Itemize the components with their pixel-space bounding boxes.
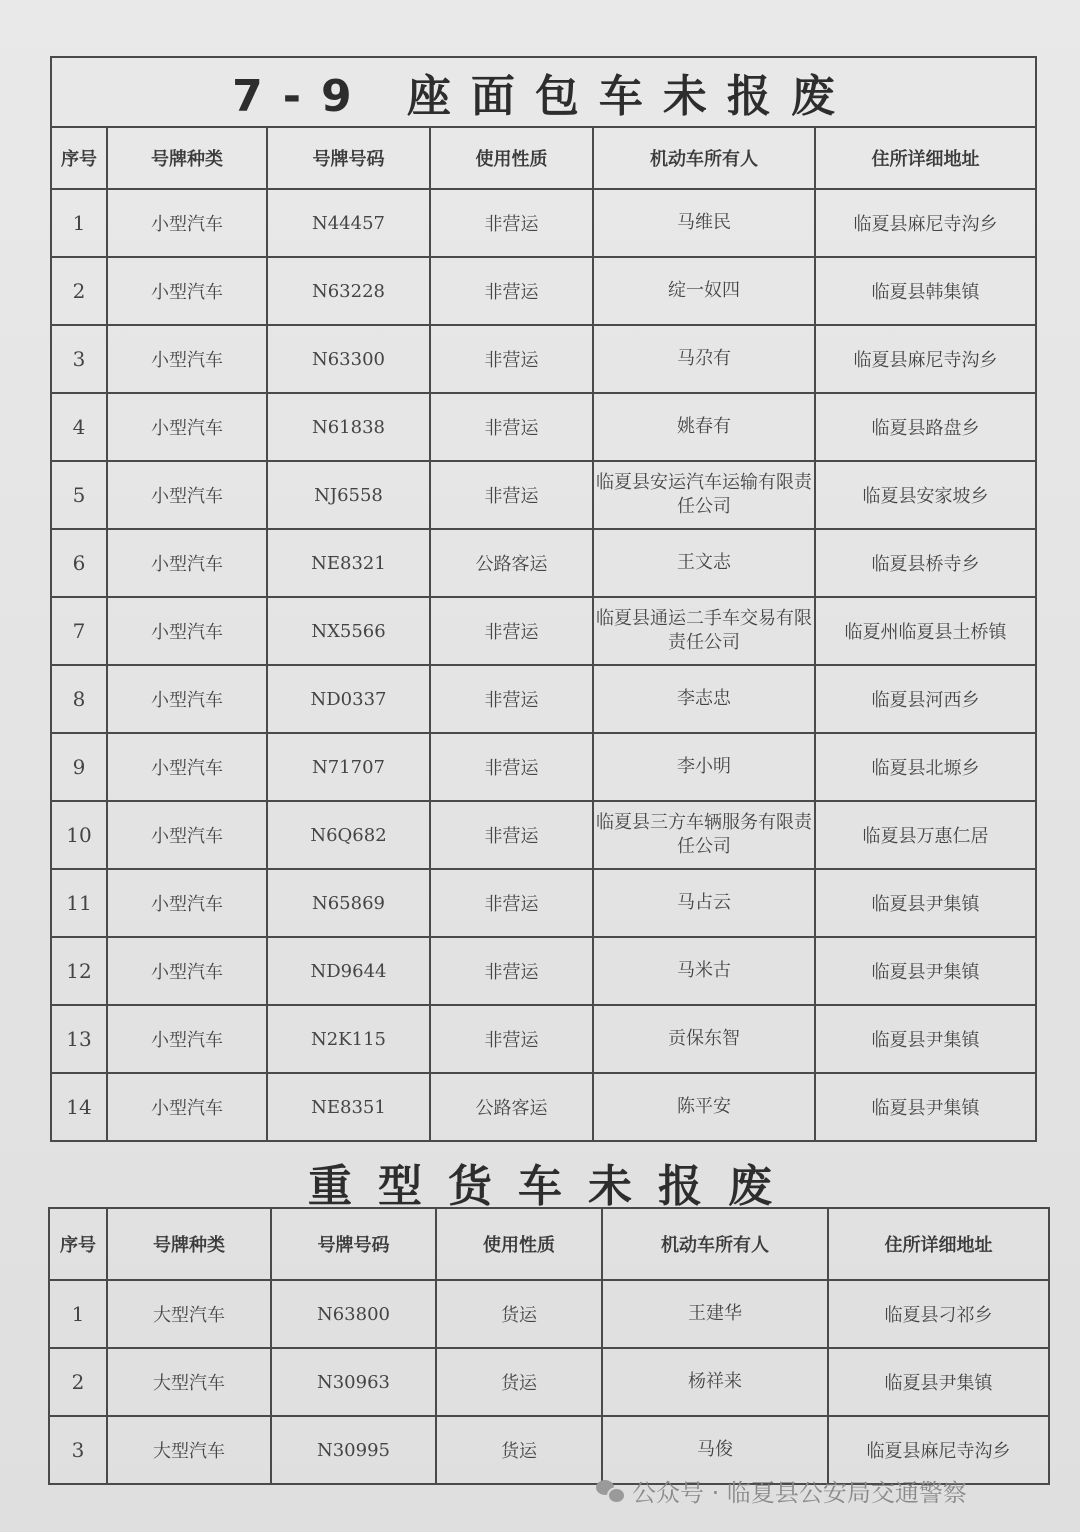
cell-usage: 非营运 <box>430 393 593 461</box>
cell-plate-number: N30995 <box>271 1416 436 1484</box>
section-title-heavy-truck: 重型货车未报废 <box>308 1161 798 1212</box>
table-minibus-unscrapped <box>50 56 1037 1142</box>
cell-owner: 马维民 <box>593 189 815 257</box>
header-plate-number: 号牌号码 <box>271 1208 436 1280</box>
cell-plate-number: N2K115 <box>267 1005 430 1073</box>
cell-plate-type: 小型汽车 <box>107 529 267 597</box>
table-row <box>51 937 1036 1005</box>
cell-index: 9 <box>51 733 107 801</box>
cell-index: 3 <box>49 1416 107 1484</box>
cell-plate-type: 小型汽车 <box>107 393 267 461</box>
cell-address: 临夏县北塬乡 <box>815 733 1036 801</box>
cell-usage: 公路客运 <box>430 1073 593 1141</box>
cell-plate-number: N71707 <box>267 733 430 801</box>
cell-plate-number: N61838 <box>267 393 430 461</box>
cell-address: 临夏县麻尼寺沟乡 <box>815 189 1036 257</box>
wechat-icon <box>596 1478 624 1502</box>
cell-plate-type: 小型汽车 <box>107 1005 267 1073</box>
cell-index: 13 <box>51 1005 107 1073</box>
header-usage: 使用性质 <box>430 127 593 189</box>
cell-plate-type: 大型汽车 <box>107 1348 271 1416</box>
cell-plate-number: N65869 <box>267 869 430 937</box>
table-row <box>49 1280 1049 1348</box>
table-row <box>51 325 1036 393</box>
table-row <box>51 733 1036 801</box>
cell-index: 10 <box>51 801 107 869</box>
cell-index: 2 <box>49 1348 107 1416</box>
cell-address: 临夏县麻尼寺沟乡 <box>828 1416 1049 1484</box>
cell-index: 1 <box>51 189 107 257</box>
cell-owner: 马尕有 <box>593 325 815 393</box>
table-row <box>51 461 1036 529</box>
cell-owner: 杨祥来 <box>602 1348 828 1416</box>
cell-plate-number: N63228 <box>267 257 430 325</box>
header-plate-number: 号牌号码 <box>267 127 430 189</box>
cell-owner: 临夏县通运二手车交易有限责任公司 <box>593 597 815 665</box>
cell-plate-number: NX5566 <box>267 597 430 665</box>
table-row <box>51 257 1036 325</box>
cell-plate-number: N63800 <box>271 1280 436 1348</box>
table-row <box>51 665 1036 733</box>
cell-index: 6 <box>51 529 107 597</box>
cell-plate-number: N63300 <box>267 325 430 393</box>
cell-index: 1 <box>49 1280 107 1348</box>
cell-index: 4 <box>51 393 107 461</box>
cell-plate-number: ND0337 <box>267 665 430 733</box>
cell-plate-type: 小型汽车 <box>107 665 267 733</box>
table-row <box>51 189 1036 257</box>
watermark-text: 公众号 · 临夏县公安局交通警察 <box>632 1478 967 1507</box>
cell-plate-type: 小型汽车 <box>107 869 267 937</box>
table-row <box>51 1073 1036 1141</box>
table-row <box>51 801 1036 869</box>
cell-usage: 非营运 <box>430 1005 593 1073</box>
cell-index: 3 <box>51 325 107 393</box>
cell-address: 临夏县尹集镇 <box>815 1073 1036 1141</box>
cell-usage: 非营运 <box>430 801 593 869</box>
cell-owner: 王文志 <box>593 529 815 597</box>
table-title: 7-9 座面包车未报废 <box>51 57 1036 127</box>
cell-plate-type: 大型汽车 <box>107 1416 271 1484</box>
cell-plate-number: N30963 <box>271 1348 436 1416</box>
cell-usage: 公路客运 <box>430 529 593 597</box>
cell-plate-type: 小型汽车 <box>107 801 267 869</box>
cell-owner: 陈平安 <box>593 1073 815 1141</box>
cell-owner: 王建华 <box>602 1280 828 1348</box>
cell-address: 临夏县万惠仁居 <box>815 801 1036 869</box>
header-usage: 使用性质 <box>436 1208 602 1280</box>
cell-owner: 马米古 <box>593 937 815 1005</box>
cell-usage: 非营运 <box>430 597 593 665</box>
cell-plate-number: N6Q682 <box>267 801 430 869</box>
cell-plate-number: ND9644 <box>267 937 430 1005</box>
cell-usage: 货运 <box>436 1348 602 1416</box>
table-row <box>51 529 1036 597</box>
header-plate-type: 号牌种类 <box>107 1208 271 1280</box>
table-heavy-truck-unscrapped <box>48 1207 1050 1485</box>
table-header-row <box>51 127 1036 189</box>
header-owner: 机动车所有人 <box>593 127 815 189</box>
watermark <box>596 1468 967 1512</box>
cell-plate-type: 小型汽车 <box>107 461 267 529</box>
cell-plate-type: 大型汽车 <box>107 1280 271 1348</box>
cell-plate-type: 小型汽车 <box>107 257 267 325</box>
cell-owner: 贡保东智 <box>593 1005 815 1073</box>
cell-usage: 非营运 <box>430 869 593 937</box>
cell-address: 临夏县尹集镇 <box>815 1005 1036 1073</box>
table-row <box>51 1005 1036 1073</box>
table-row <box>51 869 1036 937</box>
cell-owner: 临夏县安运汽车运输有限责任公司 <box>593 461 815 529</box>
cell-plate-type: 小型汽车 <box>107 597 267 665</box>
cell-usage: 非营运 <box>430 665 593 733</box>
cell-address: 临夏县河西乡 <box>815 665 1036 733</box>
header-index: 序号 <box>49 1208 107 1280</box>
cell-usage: 货运 <box>436 1280 602 1348</box>
cell-owner: 绽一奴四 <box>593 257 815 325</box>
cell-owner: 姚春有 <box>593 393 815 461</box>
cell-owner: 李志忠 <box>593 665 815 733</box>
cell-address: 临夏县尹集镇 <box>828 1348 1049 1416</box>
cell-plate-type: 小型汽车 <box>107 733 267 801</box>
table-row <box>49 1348 1049 1416</box>
cell-address: 临夏县尹集镇 <box>815 937 1036 1005</box>
table-row <box>51 597 1036 665</box>
cell-address: 临夏县安家坡乡 <box>815 461 1036 529</box>
cell-usage: 非营运 <box>430 325 593 393</box>
cell-plate-number: N44457 <box>267 189 430 257</box>
cell-index: 14 <box>51 1073 107 1141</box>
cell-plate-number: NE8321 <box>267 529 430 597</box>
cell-index: 7 <box>51 597 107 665</box>
cell-plate-type: 小型汽车 <box>107 189 267 257</box>
cell-usage: 非营运 <box>430 733 593 801</box>
cell-usage: 非营运 <box>430 189 593 257</box>
cell-address: 临夏州临夏县土桥镇 <box>815 597 1036 665</box>
header-address: 住所详细地址 <box>828 1208 1049 1280</box>
cell-index: 11 <box>51 869 107 937</box>
cell-address: 临夏县刁祁乡 <box>828 1280 1049 1348</box>
cell-address: 临夏县尹集镇 <box>815 869 1036 937</box>
cell-address: 临夏县麻尼寺沟乡 <box>815 325 1036 393</box>
cell-usage: 非营运 <box>430 461 593 529</box>
cell-usage: 非营运 <box>430 257 593 325</box>
cell-owner: 马占云 <box>593 869 815 937</box>
header-index: 序号 <box>51 127 107 189</box>
cell-index: 5 <box>51 461 107 529</box>
cell-plate-type: 小型汽车 <box>107 1073 267 1141</box>
cell-plate-number: NJ6558 <box>267 461 430 529</box>
cell-usage: 货运 <box>436 1416 602 1484</box>
header-address: 住所详细地址 <box>815 127 1036 189</box>
header-plate-type: 号牌种类 <box>107 127 267 189</box>
cell-index: 2 <box>51 257 107 325</box>
cell-owner: 马俊 <box>602 1416 828 1484</box>
cell-index: 8 <box>51 665 107 733</box>
cell-index: 12 <box>51 937 107 1005</box>
cell-address: 临夏县桥寺乡 <box>815 529 1036 597</box>
header-owner: 机动车所有人 <box>602 1208 828 1280</box>
cell-owner: 临夏县三方车辆服务有限责任公司 <box>593 801 815 869</box>
table-row <box>51 393 1036 461</box>
cell-usage: 非营运 <box>430 937 593 1005</box>
cell-plate-type: 小型汽车 <box>107 937 267 1005</box>
cell-owner: 李小明 <box>593 733 815 801</box>
cell-address: 临夏县路盘乡 <box>815 393 1036 461</box>
cell-plate-number: NE8351 <box>267 1073 430 1141</box>
cell-address: 临夏县韩集镇 <box>815 257 1036 325</box>
table-header-row <box>49 1208 1049 1280</box>
cell-plate-type: 小型汽车 <box>107 325 267 393</box>
